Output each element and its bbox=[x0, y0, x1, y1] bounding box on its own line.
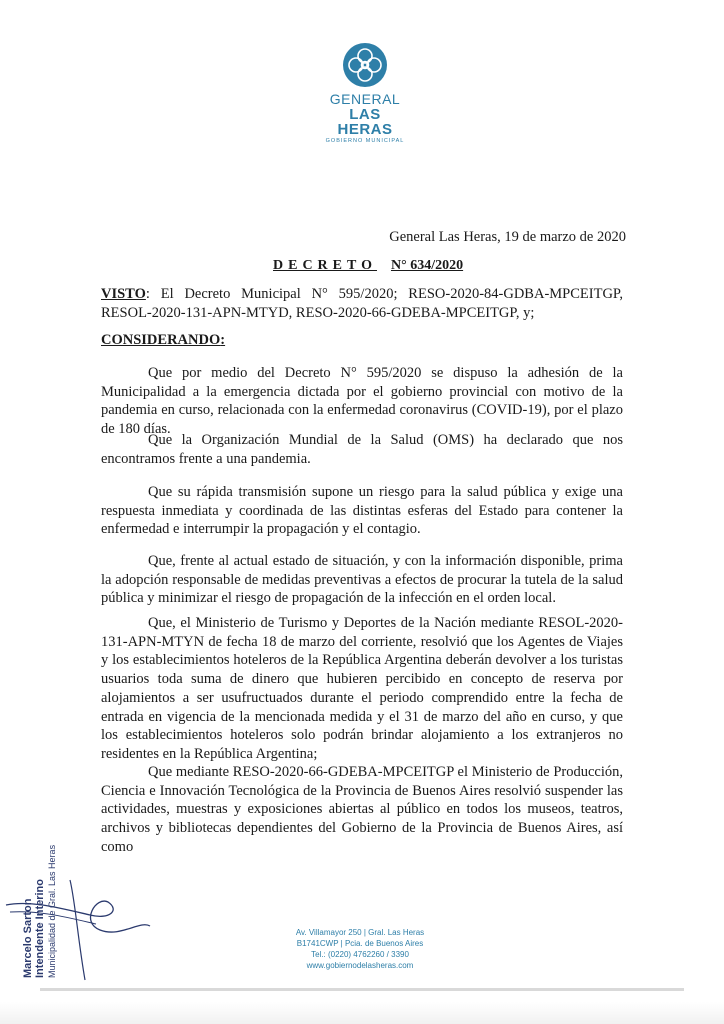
logo-text-gobierno: GOBIERNO MUNICIPAL bbox=[325, 138, 405, 144]
considerando-label: CONSIDERANDO bbox=[101, 332, 221, 348]
paragraph: Que su rápida transmisión supone un riesgo para la salud pública y exige una respuesta inmediata y coordinada de las distintas esferas del Estado para contener la enfermedad e interrumpir la propagación y el contagio. bbox=[101, 484, 623, 538]
municipal-logo bbox=[325, 42, 405, 145]
stamp-role: Intendente Interino bbox=[34, 879, 46, 978]
paragraph: Que, el Ministerio de Turismo y Deportes de la Nación mediante RESOL-2020-131-APN-MTYN de fecha 18 de marzo del corriente, resolvió que los Agentes de Viajes y los establecimientos hoteleros de la República Argentina deberán devolver a los turistas usuarios toda suma de dinero que hubieren percibido en concepto de reserva por alojamientos a ser usufructuados durante el periodo comprendido entre la fecha de entrada en vigencia de la mencionada medida y el 31 de marzo del año en curso, y que los establecimientos hoteleros solo podrán brindar alojamiento a los extranjeros no residentes en la República Argentina; bbox=[101, 615, 623, 762]
paragraph: Que mediante RESO-2020-66-GDEBA-MPCEITGP el Ministerio de Producción, Ciencia e Innovación Tecnológica de la Provincia de Buenos Aires resolvió suspender las actividades, muestras y exposiciones abiertas al público en todos los museos, teatros, archivos y bibliotecas dependientes del Gobierno de la Provincia de Buenos Aires, así como bbox=[101, 764, 623, 855]
visto-section bbox=[101, 285, 623, 322]
stamp-name: Marcelo Sarton bbox=[22, 898, 34, 978]
logo-emblem-icon bbox=[342, 42, 388, 88]
footer-website: www.gobiernodelasheras.com bbox=[306, 961, 414, 970]
decree-word: DECRETO bbox=[273, 258, 377, 273]
document-date: General Las Heras, 19 de marzo de 2020 bbox=[389, 229, 626, 245]
logo-text-general: GENERAL bbox=[329, 91, 401, 107]
visto-text: : El Decreto Municipal N° 595/2020; RESO-2020-84-GDBA-MPCEITGP, RESOL-2020-131-APN-MTYD, RESO-2020-66-GDEBA-MPCEITGP, y; bbox=[101, 286, 623, 321]
considerando-suffix: : bbox=[220, 332, 226, 348]
footer-postal: B1741CWP | Pcia. de Buenos Aires bbox=[296, 939, 424, 948]
scan-divider bbox=[40, 988, 684, 991]
footer-contact bbox=[260, 927, 460, 971]
considerando-heading bbox=[101, 331, 623, 350]
visto-label: VISTO bbox=[101, 286, 146, 302]
stamp-institution: Municipalidad de Gral. Las Heras bbox=[47, 844, 57, 978]
decree-title bbox=[273, 258, 463, 274]
paragraph: Que por medio del Decreto N° 595/2020 se dispuso la adhesión de la Municipalidad a la emergencia dictada por el gobierno provincial con motivo de la pandemia en curso, relacionada con la enfermedad coronavirus (COVID-19), por el plazo de 180 días. bbox=[101, 365, 623, 438]
logo-text-las-heras: LAS HERAS bbox=[337, 106, 393, 138]
decree-number: N° 634/2020 bbox=[390, 258, 464, 273]
footer-address: Av. Villamayor 250 | Gral. Las Heras bbox=[295, 928, 425, 937]
paragraph: Que la Organización Mundial de la Salud (OMS) ha declarado que nos encontramos frente a una pandemia. bbox=[101, 432, 623, 467]
paragraph: Que, frente al actual estado de situación, y con la información disponible, prima la adopción responsable de medidas preventivas a efectos de procurar la tutela de la salud pública y minimizar el riesgo de propagación de la infección en el orden local. bbox=[101, 553, 623, 607]
footer-phone: Tel.: (0220) 4762260 / 3390 bbox=[311, 950, 409, 959]
official-stamp bbox=[22, 845, 58, 978]
